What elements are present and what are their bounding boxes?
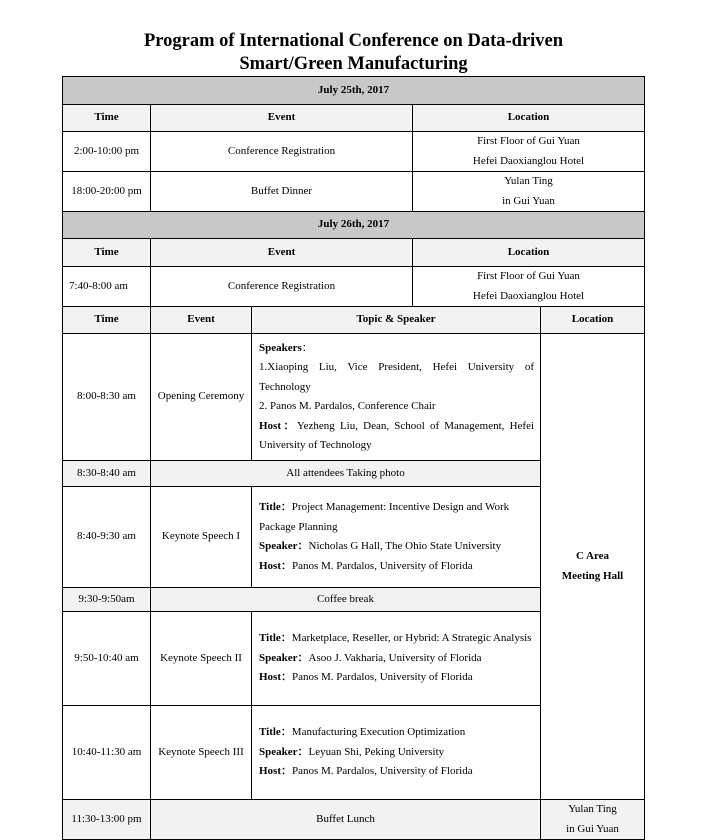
title-label: Title <box>259 632 281 645</box>
day1-event-header <box>150 104 413 132</box>
table-row-event <box>150 333 252 461</box>
location-line-1: Yulan Ting <box>504 175 553 187</box>
row-event: Conference Registration <box>227 279 336 292</box>
day1-event-header-label: Event <box>267 111 296 124</box>
session-time-header <box>62 306 151 334</box>
speaker-name: Nicholas G Hall, The Ohio State University <box>308 540 502 552</box>
table-row-event <box>150 266 413 307</box>
row-event: Opening Ceremony <box>157 390 245 403</box>
session-topic-header-label: Topic & Speaker <box>356 313 436 326</box>
row-time: 18:00-20:00 pm <box>71 184 142 197</box>
talk-title: Marketplace, Reseller, or Hybrid: A Strategic Analysis <box>291 632 532 645</box>
location-line-1: First Floor of Gui Yuan <box>477 135 580 147</box>
colon: ： <box>281 765 292 778</box>
topic-speaker-cell <box>251 611 541 706</box>
day2-location-header <box>412 238 645 267</box>
day1-location-header <box>412 104 645 132</box>
speaker-2: 2. Panos M. Pardalos, Conference Chair <box>259 400 436 412</box>
topic-speaker-cell <box>251 333 541 461</box>
row-event: Keynote Speech II <box>160 651 242 664</box>
table-row-time <box>62 266 151 307</box>
table-row-time <box>62 171 151 212</box>
day2-date-header <box>62 211 645 239</box>
row-time: 7:40-8:00 am <box>69 279 128 292</box>
topic-speaker-cell <box>251 705 541 800</box>
table-row-event <box>150 587 541 612</box>
table-row-event <box>150 131 413 172</box>
table-row-time <box>62 486 151 588</box>
session-location-header-label: Location <box>571 313 614 326</box>
title-line-1: Program of International Conference on Data-driven <box>143 31 564 51</box>
row-event: Keynote Speech I <box>161 530 241 543</box>
table-row-time <box>62 460 151 487</box>
table-row-event <box>150 705 252 800</box>
speaker-line <box>259 537 534 557</box>
host-label: Host <box>259 559 281 572</box>
host-name: Panos M. Pardalos, University of Florida <box>292 671 473 684</box>
speaker-1: 1.Xiaoping Liu, Vice President, Hefei University of Technology <box>259 361 534 393</box>
row-event: Keynote Speech III <box>158 745 244 758</box>
colon: ： <box>280 632 292 645</box>
host-name: Panos M. Pardalos, University of Florida <box>292 559 473 572</box>
talk-title: Project Management: Incentive Design and Work Package Planning <box>259 501 510 533</box>
speaker-line <box>259 743 534 763</box>
speaker-name: Leyuan Shi, Peking University <box>308 745 445 758</box>
colon: ： <box>280 726 292 739</box>
location-line-2: Hefei Daoxianglou Hotel <box>472 154 585 167</box>
day2-date: July 26th, 2017 <box>317 218 390 231</box>
title-line-2: Smart/Green Manufacturing <box>239 54 468 74</box>
location-line-1: C Area <box>575 550 610 562</box>
row-time: 2:00-10:00 pm <box>73 144 140 157</box>
day1-time-header <box>62 104 151 132</box>
table-row-time <box>62 587 151 612</box>
day2-location-header-label: Location <box>507 245 550 258</box>
colon: ： <box>281 419 297 432</box>
day1-date-header <box>62 76 645 105</box>
speaker-label: Speaker <box>259 651 298 664</box>
row-event: Buffet Lunch <box>316 812 375 825</box>
table-row-time <box>62 705 151 800</box>
day2-event-header <box>150 238 413 267</box>
row-time: 10:40-11:30 am <box>71 745 142 758</box>
morning-location-cell <box>540 333 645 800</box>
row-time: 8:00-8:30 am <box>77 390 136 403</box>
day1-date: July 25th, 2017 <box>317 83 390 96</box>
host-name: Panos M. Pardalos, University of Florida <box>292 765 473 778</box>
title-label: Title <box>259 726 281 739</box>
title-line <box>259 498 534 537</box>
colon: ： <box>301 341 313 354</box>
host-line <box>259 668 534 688</box>
speaker-line <box>259 649 534 669</box>
table-row-time <box>62 799 151 840</box>
colon: ： <box>297 540 309 552</box>
title-label: Title <box>259 501 281 513</box>
day2-time-header <box>62 238 151 267</box>
location-line-2: Meeting Hall <box>561 569 624 582</box>
host-line <box>259 417 534 456</box>
colon: ： <box>280 501 292 513</box>
table-row-event <box>150 486 252 588</box>
colon: ： <box>297 745 309 758</box>
table-row-event <box>150 460 541 487</box>
location-line-2: in Gui Yuan <box>566 822 619 835</box>
day2-time-header-label: Time <box>94 245 119 258</box>
colon: ： <box>297 651 309 664</box>
session-location-header <box>540 306 645 334</box>
table-row-time <box>62 611 151 706</box>
speakers-label: Speakers <box>259 341 302 354</box>
location-line-2: in Gui Yuan <box>502 194 555 207</box>
session-time-header-label: Time <box>94 313 119 326</box>
table-row-location <box>412 266 645 307</box>
row-time: 11:30-13:00 pm <box>71 812 142 825</box>
row-time: 9:30-9:50am <box>78 592 135 605</box>
talk-title: Manufacturing Execution Optimization <box>291 726 466 739</box>
session-event-header-label: Event <box>187 313 215 326</box>
row-event: Coffee break <box>317 592 374 605</box>
host-label: Host <box>259 419 281 432</box>
table-row-event <box>150 171 413 212</box>
day1-time-header-label: Time <box>94 111 119 124</box>
table-row-time <box>62 333 151 461</box>
row-event: Conference Registration <box>227 144 336 157</box>
host-line <box>259 762 534 782</box>
table-row-time <box>62 131 151 172</box>
location-line-1: First Floor of Gui Yuan <box>477 270 580 282</box>
day1-location-header-label: Location <box>507 111 550 124</box>
row-time: 8:30-8:40 am <box>77 466 136 479</box>
title-line <box>259 723 534 743</box>
table-row-event <box>150 799 541 840</box>
host-line <box>259 557 534 577</box>
speaker-name: Asoo J. Vakharia, University of Florida <box>308 651 482 664</box>
speaker-label: Speaker <box>259 745 298 758</box>
host-name: Yezheng Liu, Dean, School of Management, Hefei University of Technology <box>259 419 535 451</box>
day2-event-header-label: Event <box>267 245 296 258</box>
host-label: Host <box>259 765 281 778</box>
table-row-location <box>412 171 645 212</box>
location-line-1: Yulan Ting <box>568 803 617 815</box>
topic-speaker-cell <box>251 486 541 588</box>
speakers-heading <box>259 339 534 359</box>
speaker-label: Speaker <box>259 540 298 552</box>
table-row-event <box>150 611 252 706</box>
page-title <box>0 30 707 76</box>
title-line <box>259 629 534 649</box>
colon: ： <box>281 559 292 572</box>
session-topic-header <box>251 306 541 334</box>
colon: ： <box>281 671 292 684</box>
row-time: 9:50-10:40 am <box>74 651 139 664</box>
table-row-location <box>412 131 645 172</box>
location-line-2: Hefei Daoxianglou Hotel <box>472 289 585 302</box>
row-time: 8:40-9:30 am <box>77 530 136 543</box>
row-event: Buffet Dinner <box>250 184 313 197</box>
row-event: All attendees Taking photo <box>286 466 405 479</box>
host-label: Host <box>259 671 281 684</box>
table-row-location <box>540 799 645 840</box>
session-event-header <box>150 306 252 334</box>
